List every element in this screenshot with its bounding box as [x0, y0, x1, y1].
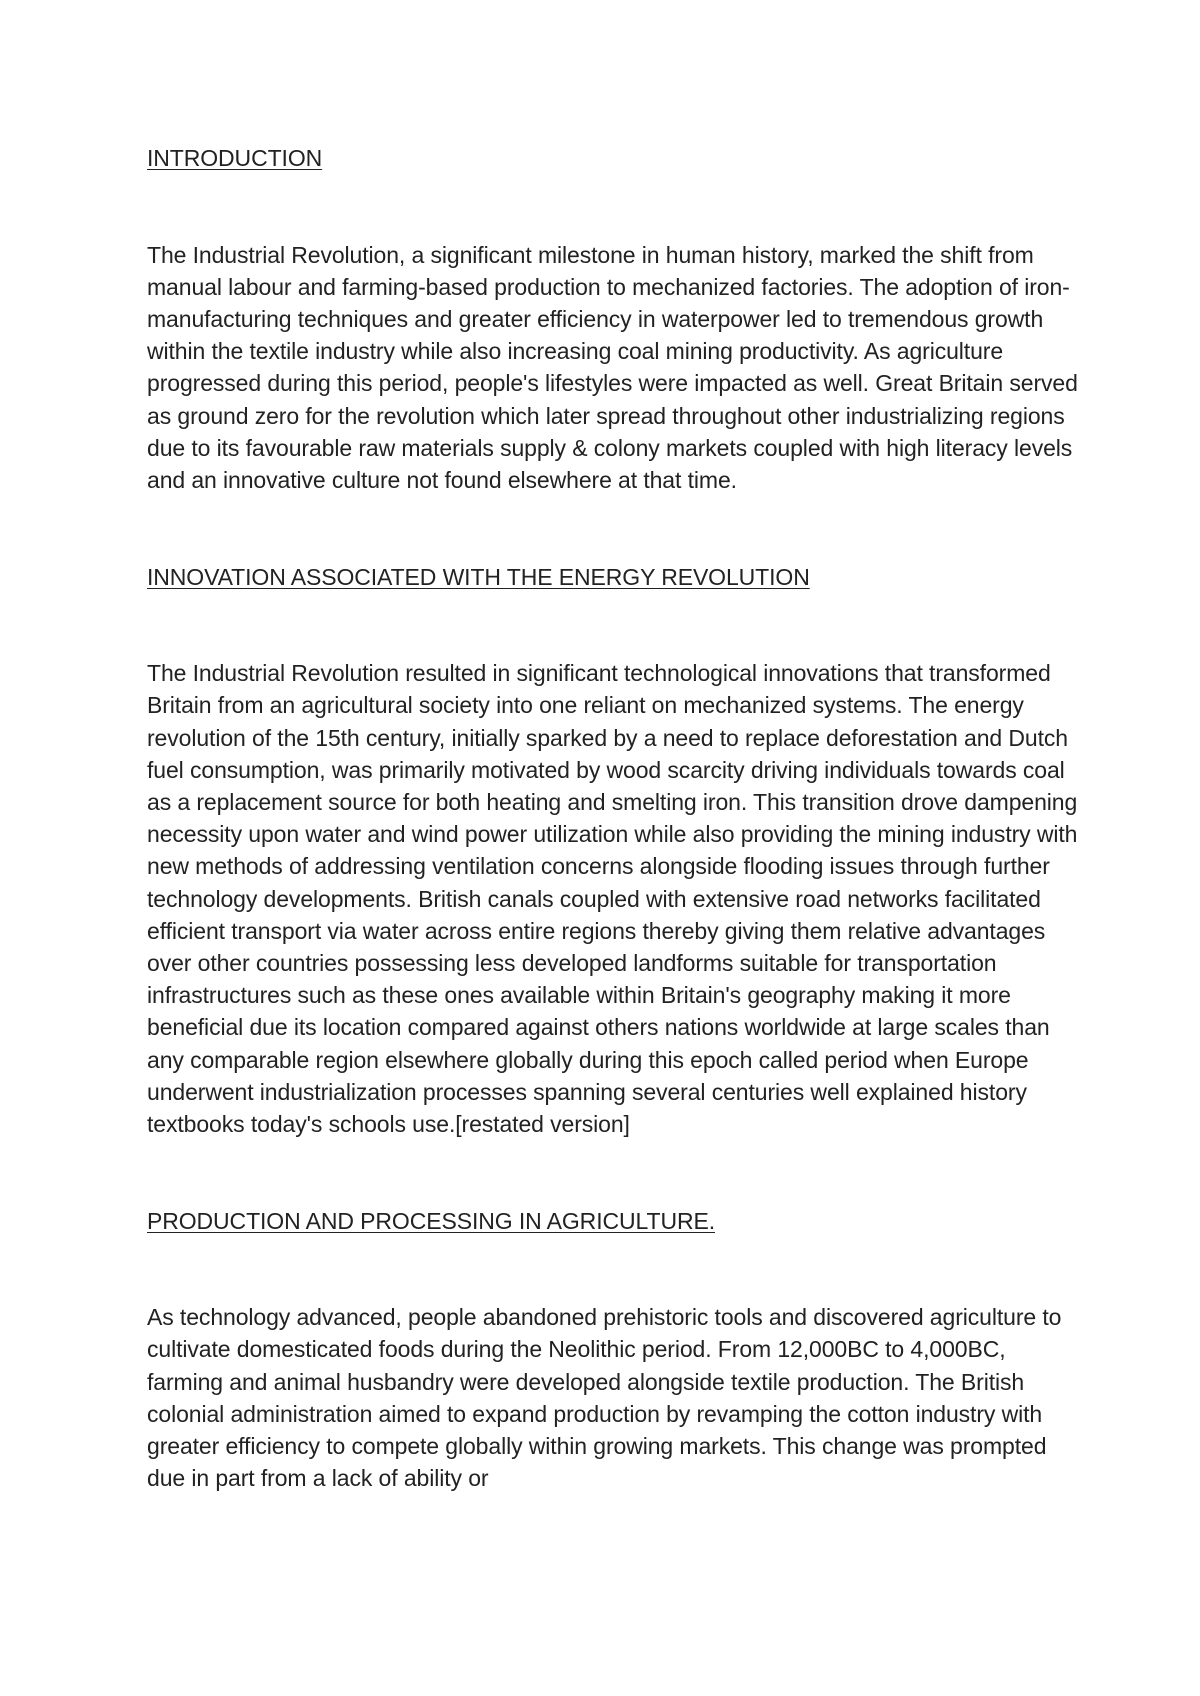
spacer [147, 174, 1082, 238]
spacer [147, 1140, 1082, 1204]
document-body [147, 142, 1082, 1494]
section-paragraph-energy-revolution: The Industrial Revolution resulted in significant technological innovations that transformed Britain from an agricultural society into one reliant on mechanized systems. The energy revolution of the 15th century, initially sparked by a need to replace deforestation and Dutch fuel consumption, was primarily motivated by wood scarcity driving individuals towards coal as a replacement source for both heating and smelting iron. This transition drove dampening necessity upon water and wind power utilization while also providing the mining industry with new methods of addressing ventilation concerns alongside flooding issues through further technology developments. British canals coupled with extensive road networks facilitated efficient transport via water across entire regions thereby giving them relative advantages over other countries possessing less developed landforms suitable for transportation infrastructures such as these ones available within Britain's geography making it more beneficial due its location compared against others nations worldwide at large scales than any comparable region elsewhere globally during this epoch called period when Europe underwent industrialization processes spanning several centuries well explained history textbooks today's schools use.[restated version] [147, 660, 1078, 1138]
section-paragraph-agriculture: As technology advanced, people abandoned prehistoric tools and discovered agriculture to cultivate domesticated foods during the Neolithic period. From 12,000BC to 4,000BC, farming and animal husbandry were developed alongside textile production. The British colonial administration aimed to expand production by revamping the cotton industry with greater efficiency to compete globally within growing markets. This change was prompted due in part from a lack of ability or [147, 1304, 1062, 1492]
section-heading-energy-revolution: INNOVATION ASSOCIATED WITH THE ENERGY REVOLUTION [147, 563, 810, 590]
section-paragraph-introduction: The Industrial Revolution, a significant milestone in human history, marked the shift from manual labour and farming-based production to mechanized factories. The adoption of iron-manufacturing techniques and greater efficiency in waterpower led to tremendous growth within the textile industry while also increasing coal mining productivity. As agriculture progressed during this period, people's lifestyles were impacted as well. Great Britain served as ground zero for the revolution which later spread throughout other industrializing regions due to its favourable raw materials supply & colony markets coupled with high literacy levels and an innovative culture not found elsewhere at that time. [147, 241, 1078, 494]
spacer [147, 496, 1082, 560]
section-heading-agriculture: PRODUCTION AND PROCESSING IN AGRICULTURE. [147, 1207, 715, 1234]
section-heading-introduction: INTRODUCTION [147, 145, 323, 171]
spacer [147, 1237, 1082, 1301]
spacer [147, 593, 1082, 657]
